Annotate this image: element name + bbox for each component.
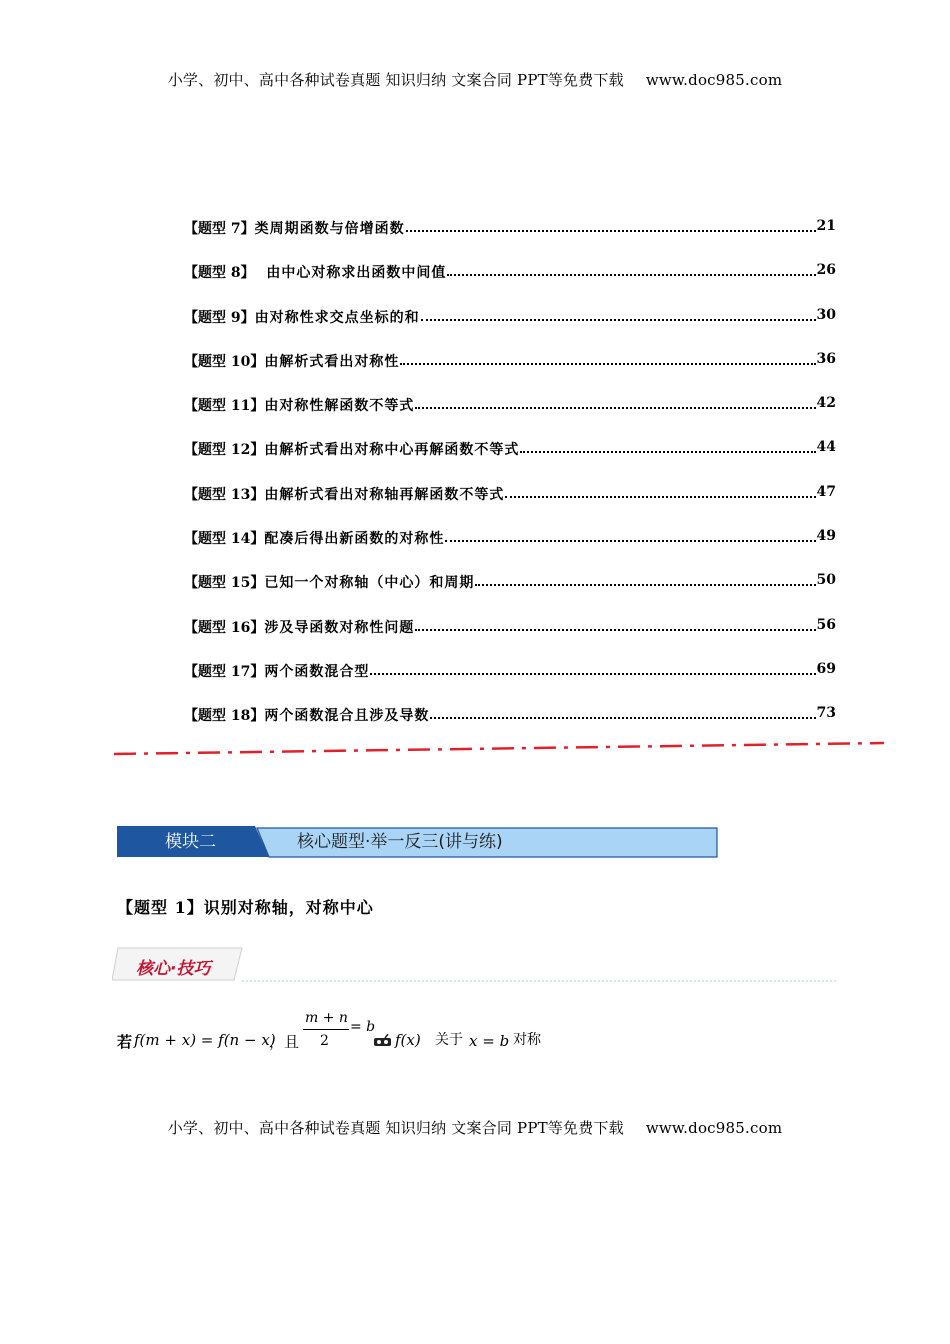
toc-entry[interactable]: [184, 617, 836, 661]
toc-leader-dots: [406, 218, 816, 232]
fraction-bar: [303, 1029, 349, 1030]
fraction-equals: = b: [350, 1019, 376, 1035]
toc-entry-page: 30: [816, 306, 836, 323]
page-header: [0, 69, 950, 90]
toc-entry-page: 47: [816, 483, 836, 500]
toc-entry-title: 由解析式看出对称轴再解函数不等式: [264, 486, 505, 503]
formula-prefix: 若: [117, 1033, 133, 1051]
toc-entry-label: 【题型 9】: [184, 309, 255, 326]
toc-entry-label: 【题型 12】: [184, 442, 265, 459]
formula-suffix: 对称: [513, 1032, 541, 1048]
page-footer: [0, 1117, 950, 1138]
toc-leader-dots: [475, 572, 815, 586]
toc-entry-title: 已知一个对称轴（中心）和周期: [264, 575, 475, 592]
formula-axis: x = b: [469, 1032, 510, 1050]
module-name: 模块二: [165, 832, 216, 852]
tip-badge-text: 核心·技巧: [136, 959, 211, 979]
formula-fx: f(x): [395, 1031, 421, 1049]
toc-entry-label: 【题型 13】: [184, 486, 265, 503]
toc-entry-page: 36: [816, 350, 836, 367]
toc-entry-label: 【题型 14】: [184, 531, 265, 548]
toc-entry-page: 21: [816, 218, 836, 234]
toc-entry[interactable]: [184, 395, 836, 439]
toc-entry-title: 由对称性解函数不等式: [264, 398, 415, 415]
toc-entry-title: 由解析式看出对称中心再解函数不等式: [264, 442, 520, 459]
toc-entry-label: 【题型 8】: [184, 265, 255, 282]
toc-entry[interactable]: [184, 528, 836, 572]
divider-line: [114, 743, 884, 754]
toc-entry-title: 两个函数混合且涉及导数: [264, 708, 430, 725]
formula-line: [117, 1008, 637, 1058]
toc-entry-label: 【题型 11】: [184, 398, 265, 415]
formula-lhs: f(m + x) = f(n − x): [134, 1031, 276, 1049]
toc-leader-dots: [447, 262, 815, 276]
fraction-denominator: 2: [320, 1033, 329, 1049]
toc-leader-dots: [415, 395, 815, 409]
toc-entry-page: 44: [816, 439, 836, 456]
toc-entry-page: 73: [816, 705, 836, 722]
toc-entry-title: 由中心对称求出函数中间值: [254, 265, 447, 282]
fraction-numerator: m + n: [305, 1010, 348, 1026]
toc-entry-page: 69: [816, 660, 836, 677]
toc-entry[interactable]: [184, 218, 836, 262]
toc-entry-label: 【题型 10】: [184, 353, 265, 370]
module-title: 核心题型·举一反三(讲与练): [297, 832, 503, 852]
toc-entry-title: 配凑后得出新函数的对称性: [264, 531, 445, 548]
toc-leader-dots: [505, 484, 815, 498]
toc-entry-label: 【题型 18】: [184, 708, 265, 725]
toc-leader-dots: [400, 351, 815, 365]
toc-entry[interactable]: [184, 661, 836, 705]
footer-text: 小学、初中、高中各种试卷真题 知识归纳 文案合同 PPT等免费下载: [167, 1119, 624, 1137]
implies-icon: [373, 1034, 393, 1048]
toc-entry-label: 【题型 7】: [184, 221, 255, 237]
toc-entry-label: 【题型 17】: [184, 663, 265, 680]
toc-leader-dots: [421, 307, 816, 321]
toc-leader-dots: [445, 528, 815, 542]
toc-entry[interactable]: [184, 572, 836, 616]
tip-badge: [112, 944, 842, 984]
header-text: 小学、初中、高中各种试卷真题 知识归纳 文案合同 PPT等免费下载: [167, 71, 624, 89]
toc-entry-title: 涉及导函数对称性问题: [264, 619, 415, 636]
module-banner: [117, 826, 717, 858]
toc-entry[interactable]: [184, 484, 836, 528]
toc-leader-dots: [520, 439, 815, 453]
toc-entry-page: 56: [816, 616, 836, 633]
table-of-contents: [184, 218, 836, 750]
toc-entry-page: 50: [816, 572, 836, 589]
toc-entry[interactable]: [184, 307, 836, 351]
toc-entry-page: 26: [816, 262, 836, 279]
toc-entry-title: 由解析式看出对称性: [264, 353, 400, 370]
tip-badge-shape: [112, 944, 842, 984]
section-divider: [112, 738, 887, 760]
formula-conj: ，且: [269, 1033, 300, 1051]
section-title: 【题型 1】识别对称轴，对称中心: [117, 898, 374, 917]
toc-entry[interactable]: [184, 262, 836, 306]
header-url[interactable]: www.doc985.com: [645, 71, 783, 89]
toc-leader-dots: [370, 661, 815, 675]
toc-leader-dots: [430, 705, 815, 719]
toc-entry-label: 【题型 15】: [184, 575, 265, 592]
toc-entry[interactable]: [184, 351, 836, 395]
footer-url[interactable]: www.doc985.com: [645, 1119, 783, 1137]
toc-entry-title: 由对称性求交点坐标的和: [254, 309, 420, 326]
toc-entry-page: 42: [816, 395, 836, 412]
toc-entry-title: 类周期函数与倍增函数: [254, 221, 405, 237]
toc-entry-page: 49: [816, 528, 836, 545]
toc-entry[interactable]: [184, 439, 836, 483]
toc-entry-title: 两个函数混合型: [264, 663, 370, 680]
toc-entry-label: 【题型 16】: [184, 619, 265, 636]
formula-about: 关于: [435, 1032, 463, 1048]
toc-leader-dots: [415, 617, 815, 631]
